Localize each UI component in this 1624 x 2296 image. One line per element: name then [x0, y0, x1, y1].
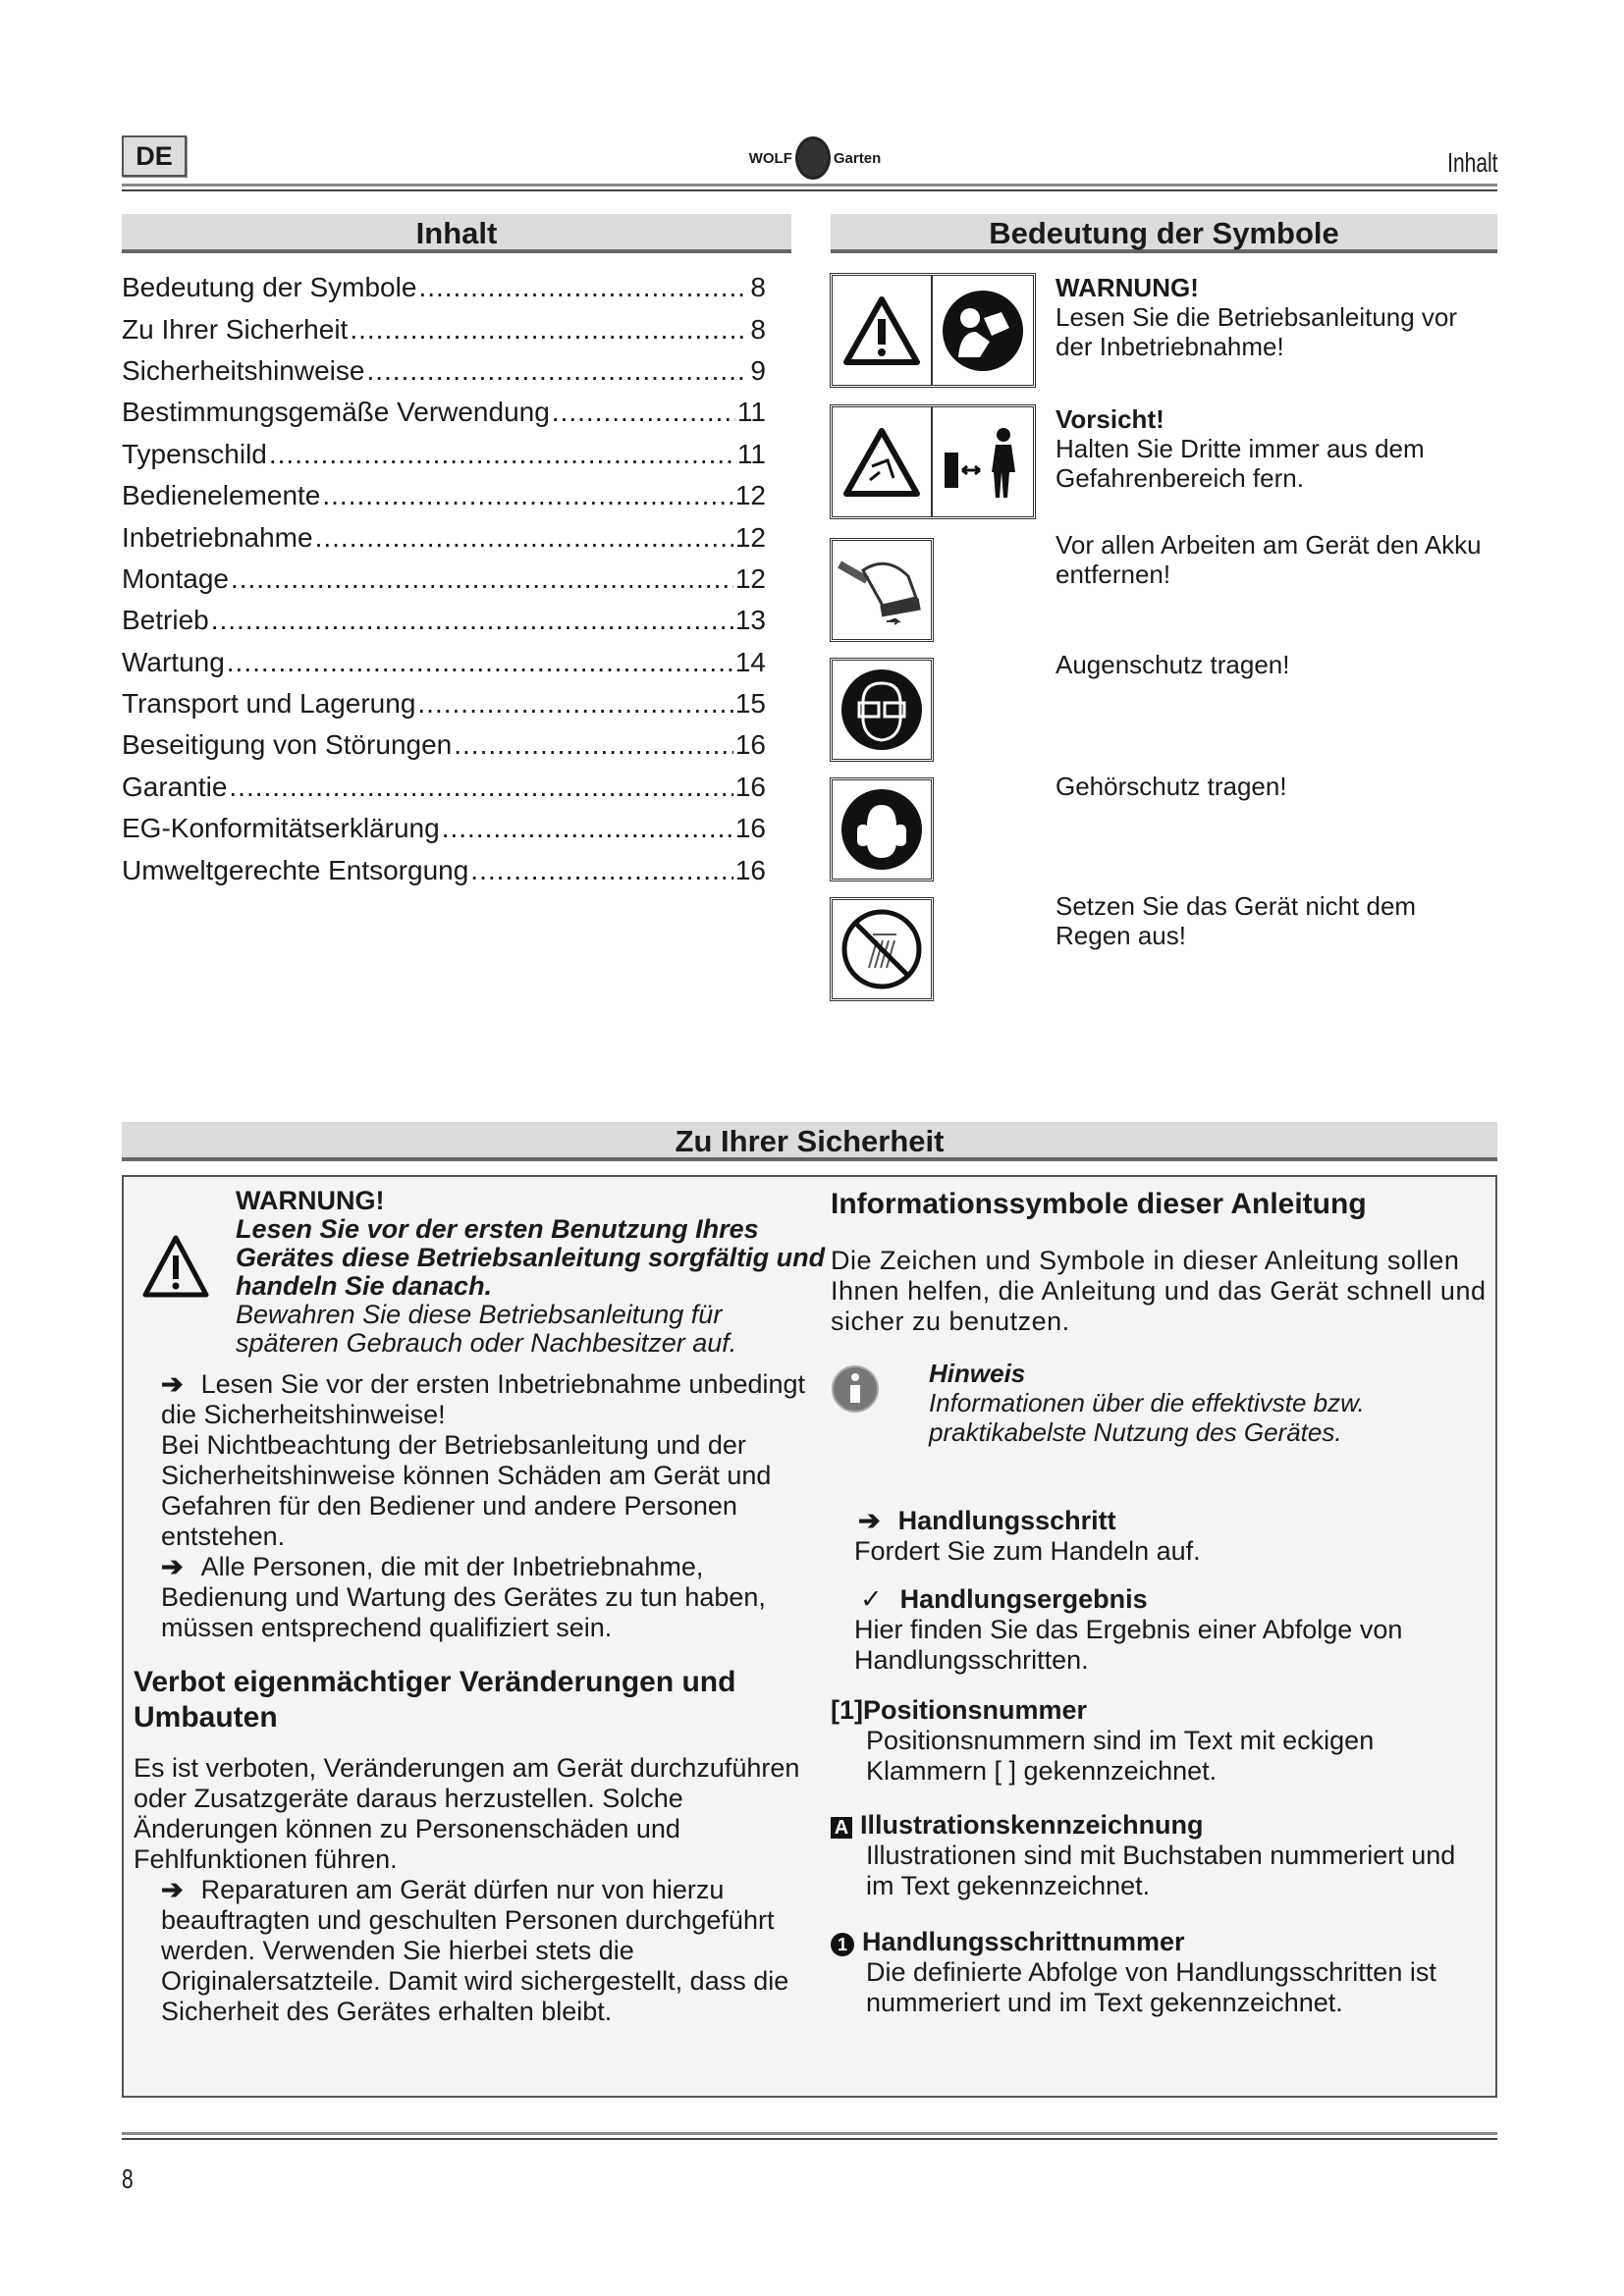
arrow-icon: ➔ — [161, 1875, 184, 1904]
toc-entry-label: Transport und Lagerung — [122, 688, 416, 720]
logo-text-left: WOLF — [748, 149, 792, 167]
toc-entry[interactable] — [122, 600, 766, 641]
header-rule — [122, 184, 1497, 187]
toc-entry-page: 11 — [736, 438, 766, 469]
toc-entry-page: 16 — [734, 771, 766, 802]
hinweis-text: Informationen über die effektivste bzw. praktikabelste Nutzung des Gerätes. — [929, 1388, 1365, 1447]
ear-protection-icon — [839, 787, 924, 872]
safety-heading: Zu Ihrer Sicherheit — [122, 1122, 1497, 1161]
info-intro: Die Zeichen und Symbole in dieser Anleitung sollen Ihnen helfen, die Anleitung und das Gerät schnell und sicher zu benutzen. — [831, 1246, 1487, 1336]
symbol-box-3 — [830, 538, 934, 642]
arrow-icon: ➔ — [858, 1506, 881, 1535]
toc-entry[interactable] — [122, 724, 766, 766]
toc-entry[interactable] — [122, 767, 766, 808]
read-manual-icon — [941, 289, 1025, 373]
no-rain-icon — [839, 907, 924, 991]
toc-entry-label: Montage — [122, 562, 229, 594]
toc-entry-page: 12 — [734, 521, 766, 553]
header-rule-2 — [122, 189, 1497, 191]
toc-entry-page: 16 — [734, 729, 766, 761]
symbols-list — [830, 273, 1497, 1019]
toc-leader-dots — [442, 813, 733, 844]
brand-logo — [727, 133, 903, 183]
safety-right-column — [831, 1187, 1489, 2018]
step-read-safety: ➔ Lesen Sie vor der ersten Inbetriebnahme unbedingt die Sicherheitshinweise! — [161, 1369, 806, 1429]
toc-entry-label: Garantie — [122, 771, 228, 802]
toc-leader-dots — [231, 563, 733, 595]
toc-entry[interactable] — [122, 642, 766, 683]
symbol-text-6 — [1056, 891, 1497, 950]
info-icon — [831, 1364, 880, 1414]
eye-protection-icon — [839, 667, 924, 752]
illustration-marker-icon: A — [831, 1817, 852, 1839]
toc-leader-dots — [211, 605, 733, 636]
toc-entry-label: Sicherheitshinweise — [122, 354, 365, 386]
symbol-text-1 — [1056, 273, 1497, 361]
toc-leader-dots — [322, 480, 732, 511]
verbot-heading: Verbot eigenmächtiger Veränderungen und Umbauten — [134, 1666, 736, 1734]
toc-leader-dots — [350, 314, 748, 346]
table-of-contents — [122, 267, 766, 891]
symbol-box-2 — [830, 404, 1036, 519]
warning-italic-text: Bewahren Sie diese Betriebsanleitung für späteren Gebrauch oder Nachbesitzer auf. — [236, 1300, 737, 1358]
toc-entry[interactable] — [122, 808, 766, 849]
toc-entry-label: Bedeutung der Symbole — [122, 272, 417, 303]
toc-leader-dots — [229, 772, 732, 803]
logo-text-right: Garten — [833, 149, 882, 167]
toc-entry[interactable] — [122, 350, 766, 392]
symbol-box-4 — [830, 658, 934, 762]
symbol-desc: Gehörschutz tragen! — [1056, 772, 1287, 801]
toc-leader-dots — [315, 522, 733, 554]
toc-entry-label: Typenschild — [122, 438, 267, 469]
paragraph-consequences: Bei Nichtbeachtung der Betriebsanleitung und der Sicherheitshinweise können Schäden am Gerät und Gefahren für den Bediener und andere Personen entstehen. — [161, 1430, 772, 1551]
toc-entry-page: 8 — [750, 313, 766, 345]
footer-rule-2 — [122, 2138, 1497, 2140]
legend-step-number: 1 Handlungsschrittnummer Die definierte Abfolge von Handlungsschritten ist nummeriert und im Text gekennzeichnet. — [831, 1927, 1489, 2018]
wolf-head-icon — [795, 136, 831, 180]
toc-entry-page: 9 — [750, 354, 766, 386]
toc-leader-dots — [269, 439, 735, 470]
legend-step: ➔ Handlungsschritt Fordert Sie zum Handeln auf. — [854, 1506, 1201, 1566]
toc-entry-page: 16 — [734, 813, 766, 844]
toc-entry[interactable] — [122, 559, 766, 600]
legend-illustration: A Illustrationskennzeichnung Illustrationen sind mit Buchstaben nummeriert und im Text gekennzeichnet. — [831, 1810, 1489, 1901]
toc-leader-dots — [470, 855, 733, 886]
symbol-desc: Vor allen Arbeiten am Gerät den Akku entfernen! — [1056, 530, 1482, 589]
verbot-text: Es ist verboten, Veränderungen am Gerät durchzuführen oder Zusatzgeräte daraus herzustellen. Solche Änderungen können zu Personenschäden und Fehlfunktionen führen. — [134, 1753, 800, 1874]
symbol-desc: Setzen Sie das Gerät nicht dem Regen aus! — [1056, 891, 1417, 950]
info-heading: Informationssymbole dieser Anleitung — [831, 1188, 1367, 1220]
warning-triangle-icon — [842, 295, 921, 366]
symbol-heading: WARNUNG! — [1056, 273, 1199, 302]
toc-leader-dots — [418, 272, 748, 303]
toc-entry[interactable] — [122, 434, 766, 475]
safety-box — [122, 1175, 1497, 2098]
warning-triangle-icon — [141, 1234, 210, 1299]
legend-result: ✓ Handlungsergebnis Hier finden Sie das Ergebnis einer Abfolge von Handlungsschritten. — [854, 1584, 1403, 1675]
language-badge: DE — [122, 135, 187, 177]
symbol-text-3 — [1056, 530, 1497, 589]
remove-battery-icon — [838, 551, 926, 629]
toc-entry-page: 14 — [734, 646, 766, 677]
safety-left-column — [134, 1187, 831, 2027]
symbol-box-1 — [830, 273, 1036, 388]
symbol-desc: Halten Sie Dritte immer aus dem Gefahrenbereich fern. — [1056, 434, 1425, 493]
warning-heading: WARNUNG! — [236, 1186, 385, 1215]
symbol-text-5 — [1056, 772, 1287, 801]
toc-entry[interactable] — [122, 475, 766, 516]
toc-entry-page: 16 — [734, 854, 766, 885]
step-repairs: ➔ Reparaturen am Gerät dürfen nur von hierzu beauftragten und geschulten Personen durchgeführt werden. Verwenden Sie hierbei stets die Originalersatzteile. Damit wird sichergestellt, dass die Sicherheit des Gerätes erhalten bleibt. — [161, 1875, 789, 2026]
keep-distance-icon — [939, 423, 1027, 502]
symbol-box-6 — [830, 897, 934, 1001]
position-marker: [1] — [831, 1695, 863, 1725]
footer-rule — [122, 2132, 1497, 2135]
hinweis-block — [831, 1359, 1489, 1506]
arrow-icon: ➔ — [161, 1552, 184, 1581]
checkmark-icon: ✓ — [860, 1584, 883, 1614]
toc-entry[interactable] — [122, 267, 766, 308]
symbols-heading: Bedeutung der Symbole — [831, 214, 1497, 253]
toc-entry-label: Umweltgerechte Entsorgung — [122, 854, 469, 885]
step-qualified: ➔ Alle Personen, die mit der Inbetriebnahme, Bedienung und Wartung des Gerätes zu tun haben, müssen entsprechend qualifiziert sein. — [161, 1552, 766, 1642]
toc-entry-label: Inbetriebnahme — [122, 521, 313, 553]
toc-entry[interactable] — [122, 392, 766, 433]
toc-leader-dots — [227, 647, 733, 678]
toc-entry-label: Zu Ihrer Sicherheit — [122, 313, 349, 345]
toc-entry-page: 12 — [734, 562, 766, 594]
toc-entry[interactable] — [122, 308, 766, 349]
toc-leader-dots — [417, 688, 732, 720]
symbol-desc: Lesen Sie die Betriebsanleitung vor der Inbetriebnahme! — [1056, 302, 1458, 361]
symbol-desc: Augenschutz tragen! — [1056, 650, 1290, 679]
step-number-icon: 1 — [831, 1933, 854, 1956]
toc-entry-page: 15 — [734, 688, 766, 720]
toc-entry-page: 13 — [734, 605, 766, 636]
toc-entry-page: 8 — [750, 272, 766, 303]
toc-entry-page: 12 — [734, 480, 766, 511]
toc-leader-dots — [552, 397, 735, 428]
toc-entry-page: 11 — [736, 397, 766, 428]
page-number: 8 — [122, 2163, 134, 2194]
symbol-text-2 — [1056, 404, 1497, 493]
toc-entry[interactable] — [122, 849, 766, 890]
legend-position: [1]Positionsnummer Positionsnummern sind im Text mit eckigen Klammern [ ] gekennzeichnet. — [831, 1695, 1375, 1786]
toc-entry[interactable] — [122, 516, 766, 558]
toc-heading: Inhalt — [122, 214, 791, 253]
toc-leader-dots — [366, 355, 748, 387]
symbol-heading: Vorsicht! — [1056, 404, 1164, 434]
toc-entry-label: Wartung — [122, 646, 225, 677]
toc-entry-label: Beseitigung von Störungen — [122, 729, 453, 761]
arrow-icon: ➔ — [161, 1369, 184, 1399]
toc-entry[interactable] — [122, 683, 766, 724]
running-header: Inhalt — [1446, 147, 1497, 178]
symbol-text-4 — [1056, 650, 1290, 679]
hazard-thrown-objects-icon — [842, 427, 921, 498]
hinweis-title: Hinweis — [929, 1359, 1026, 1388]
toc-entry-label: EG-Konformitätserklärung — [122, 813, 440, 844]
warning-block — [236, 1187, 831, 1358]
toc-entry-label: Bestimmungsgemäße Verwendung — [122, 397, 550, 428]
toc-leader-dots — [454, 729, 733, 761]
toc-entry-label: Bedienelemente — [122, 480, 321, 511]
warning-bold-text: Lesen Sie vor der ersten Benutzung Ihres Gerätes diese Betriebsanleitung sorgfältig und handeln Sie danach. — [236, 1214, 826, 1301]
symbol-box-5 — [830, 777, 934, 881]
toc-entry-label: Betrieb — [122, 605, 209, 636]
